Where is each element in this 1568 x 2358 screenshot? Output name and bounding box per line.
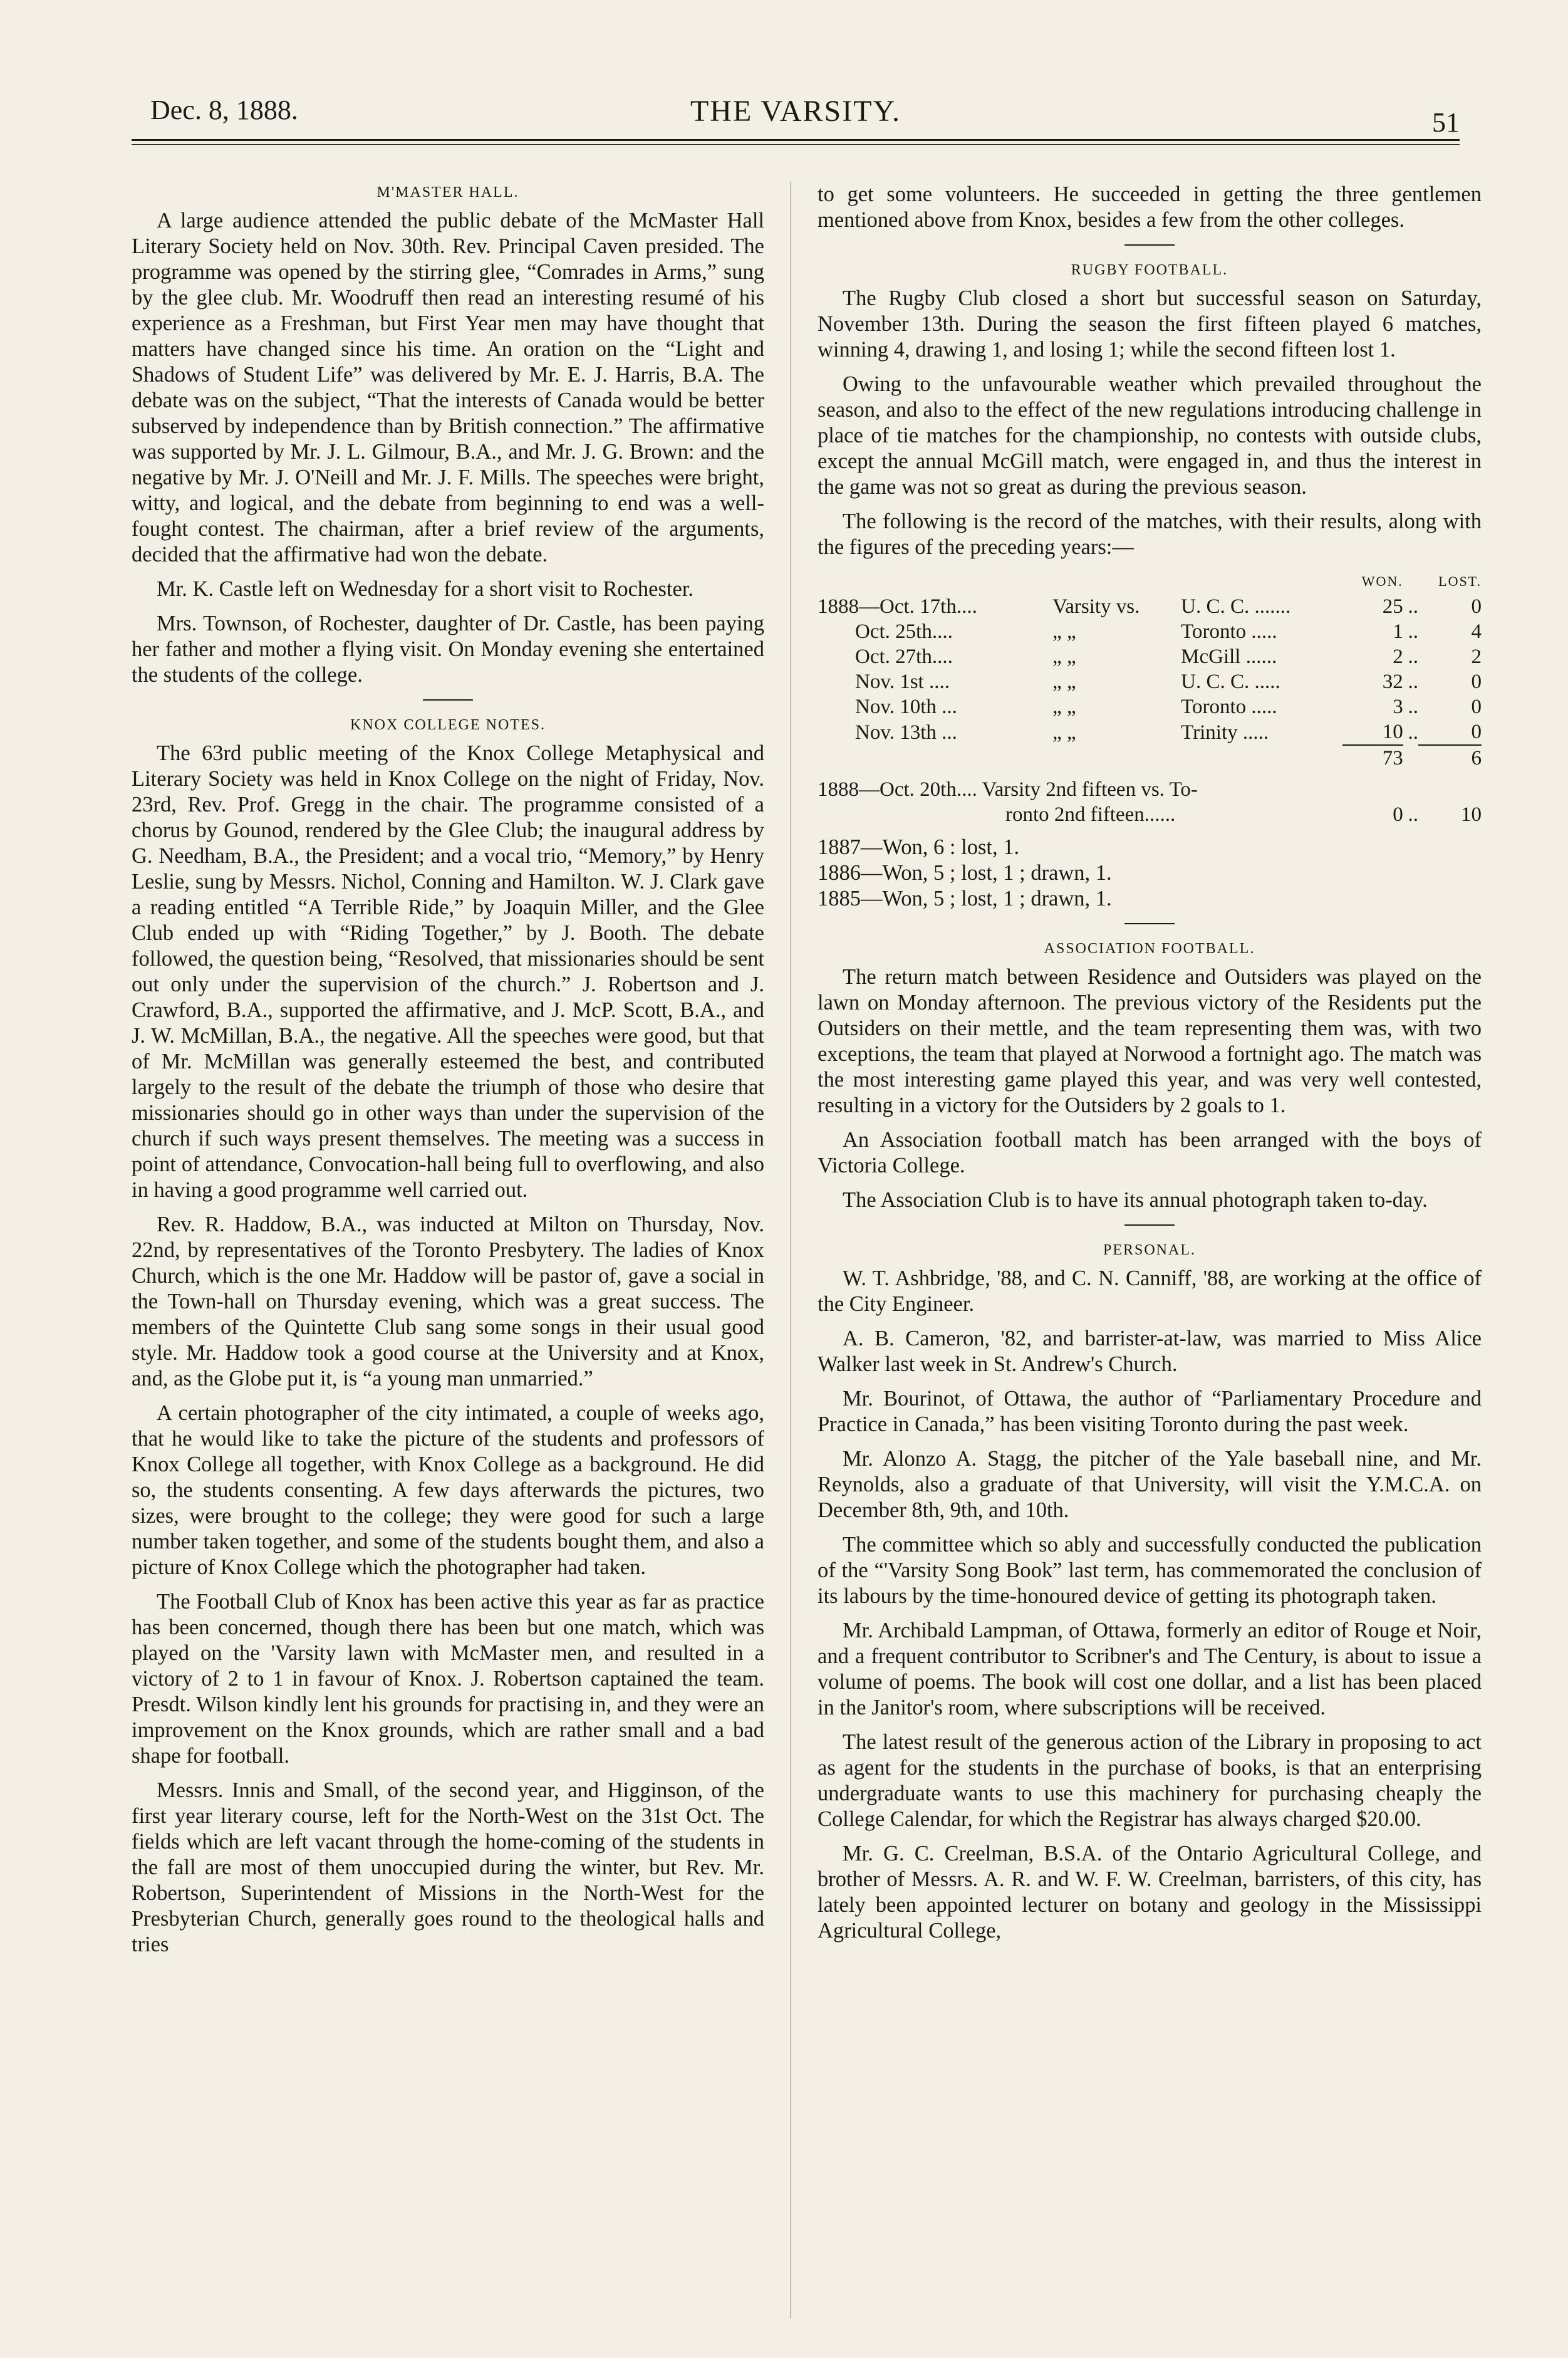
personal-paragraph: A. B. Cameron, '82, and barrister-at-law, was married to Miss Alice Walker last week in St. Andrew's Church.: [818, 1327, 1482, 1376]
match-opponent: U. C. C. .......: [1181, 595, 1291, 618]
second-fifteen-opponent: ronto 2nd fifteen......: [1005, 803, 1176, 826]
match-date: Nov. 10th ...: [855, 696, 957, 718]
mcmaster-paragraph: Mr. K. Castle left on Wednesday for a short visit to Rochester.: [157, 577, 694, 601]
section-separator: [1124, 244, 1175, 246]
won-column-header: WON.: [1361, 573, 1403, 589]
table-row: [818, 619, 1482, 644]
rugby-paragraph: Owing to the unfavourable weather which prevailed throughout the season, and also to the effect of the new regulations introducing challenge in place of tie matches for the championship, no contests with outside clubs, except the annual McGill match, were engaged in, and thus the interest in the game was not so great as during the previous season.: [818, 372, 1482, 499]
match-team: „ „: [1052, 620, 1076, 643]
match-won: 1: [1393, 620, 1403, 643]
match-sep: ..: [1408, 595, 1418, 618]
match-team: „ „: [1052, 721, 1076, 744]
match-date: Nov. 1st ....: [855, 670, 950, 693]
second-fifteen-line: 1888—Oct. 20th.... Varsity 2nd fifteen vs. To-: [818, 778, 1198, 801]
match-team: „ „: [1052, 645, 1076, 668]
personal-paragraph: Mr. G. C. Creelman, B.S.A. of the Ontario Agricultural College, and brother of Messrs. A. R. and W. F. W. Creelman, barristers, of this city, has lately been appointed lecturer on botany and geology in the Mississippi Agricultural College,: [818, 1842, 1482, 1943]
rugby-heading: RUGBY FOOTBALL.: [1071, 262, 1228, 278]
personal-paragraph: The committee which so ably and successfully conducted the publication of the “'Varsity Song Book” last term, has commemorated the conclusion of its labours by the time-honoured device of getting its photograph taken.: [818, 1533, 1482, 1608]
personal-paragraph: Mr. Archibald Lampman, of Ottawa, formerly an editor of Rouge et Noir, and a frequent contributor to Scribner's and The Century, is about to issue a volume of poems. The book will cost one dollar, and a list has been placed in the Janitor's room, where subscriptions will be received.: [818, 1619, 1482, 1719]
association-paragraph: The Association Club is to have its annual photograph taken to-day.: [843, 1188, 1428, 1212]
match-won: 10: [1382, 721, 1403, 743]
table-row: [818, 669, 1482, 694]
history-line: 1886—Won, 5 ; lost, 1 ; drawn, 1.: [818, 861, 1112, 885]
match-team: Varsity vs.: [1052, 595, 1140, 618]
table-row: [818, 771, 1482, 802]
second-fifteen-won: 0: [1393, 803, 1403, 826]
match-lost: 0: [1471, 721, 1482, 743]
match-sep: ..: [1408, 696, 1418, 718]
match-date: Oct. 25th....: [855, 620, 953, 643]
personal-paragraph: Mr. Bourinot, of Ottawa, the author of “Parliamentary Procedure and Practice in Canada,” has been visiting Toronto during the past week.: [818, 1387, 1482, 1436]
personal-heading: PERSONAL.: [1103, 1242, 1197, 1258]
personal-paragraph: The latest result of the generous action of the Library in proposing to act as agent for the students in the purchase of books, is that an enterprising undergraduate wants to use this machinery for purchasing cheaply the College Calendar, for which the Registrar has always charged $20.00.: [818, 1730, 1482, 1831]
issue-date: Dec. 8, 1888.: [150, 95, 298, 125]
knox-paragraph: Messrs. Innis and Small, of the second year, and Higginson, of the first year literary course, left for the North-West on the 31st Oct. The fields which are left vacant through the home-coming of the students in the fall are most of them unoccupied during the winter, but Rev. Mr. Robertson, Superintendent of Missions in the North-West for the Presbyterian Church, generally goes round to the theological halls and tries: [132, 1778, 764, 1956]
mcmaster-heading: M'MASTER HALL.: [376, 184, 519, 201]
match-opponent: Toronto .....: [1181, 620, 1277, 643]
match-date: Nov. 13th ...: [855, 721, 957, 744]
section-separator: [423, 699, 473, 701]
match-sep: ..: [1408, 620, 1418, 643]
table-row: [818, 644, 1482, 669]
continued-paragraph: to get some volunteers. He succeeded in getting the three gentlemen mentioned above from Knox, besides a few from the other colleges.: [818, 182, 1482, 232]
knox-paragraph: The Football Club of Knox has been active this year as far as practice has been concerned, though there has been but one match, which was played on the 'Varsity lawn with McMaster men, and resulted in a victory of 2 to 1 in favour of Knox. J. Robertson captained the team. Presdt. Wilson kindly lent his grounds for practising in, and they were an improvement on the Knox grounds, which are rather small and a bad shape for football.: [132, 1590, 764, 1768]
mcmaster-paragraph: Mrs. Townson, of Rochester, daughter of Dr. Castle, has been paying her father and mother a flying visit. On Monday evening she entertained the students of the college.: [132, 612, 764, 687]
page-header: [132, 88, 1460, 144]
totals-row: [818, 745, 1482, 771]
match-date: Oct. 27th....: [855, 645, 953, 668]
second-fifteen-sep: ..: [1408, 803, 1418, 826]
match-lost: 0: [1471, 696, 1482, 718]
match-lost: 0: [1471, 595, 1482, 618]
header-rule-thick: [132, 139, 1460, 141]
personal-paragraph: W. T. Ashbridge, '88, and C. N. Canniff, '88, are working at the office of the City Engineer.: [818, 1266, 1482, 1316]
total-lost: 6: [1418, 745, 1482, 771]
table-row: [818, 719, 1482, 745]
table-row: [818, 802, 1482, 827]
knox-paragraph: A certain photographer of the city intimated, a couple of weeks ago, that he would like to take the picture of the students and professors of Knox College all together, with Knox College as a background. He did so, the students consenting. A few days afterwards the pictures, two sizes, were brought to the college; they were good for such a large number taken together, and some of the students bought them, and also a picture of Knox College which the photographer had taken.: [132, 1401, 764, 1579]
rugby-paragraph: The following is the record of the matches, with their results, along with the figures of the preceding years:—: [818, 509, 1482, 559]
history-line: 1887—Won, 6 : lost, 1.: [818, 835, 1020, 859]
rugby-paragraph: The Rugby Club closed a short but successful season on Saturday, November 13th. During the season the first fifteen played 6 matches, winning 4, drawing 1, and losing 1; while the second fifteen lost 1.: [818, 286, 1482, 362]
left-column: [132, 182, 764, 1966]
history-line: 1885—Won, 5 ; lost, 1 ; drawn, 1.: [818, 887, 1112, 910]
mcmaster-paragraph: A large audience attended the public debate of the McMaster Hall Literary Society held on Nov. 30th. Rev. Principal Caven presided. The programme was opened by the stirring glee, “Comrades in Arms,” sung by the glee club. Mr. Woodruff then read an interesting resumé of his experience as a Freshman, but First Year men may have thought that matters have changed since his time. An oration on the “Light and Shadows of Student Life” was delivered by Mr. E. J. Harris, B.A. The debate was on the subject, “That the interests of Canada would be better subserved by independence than by British connection.” The affirmative was supported by Mr. J. L. Gilmour, B.A., and Mr. J. G. Brown: and the negative by Mr. J. O'Neill and Mr. J. F. Mills. The speeches were bright, witty, and logical, and the debate from beginning to end was a well-fought contest. The chairman, after a brief review of the arguments, decided that the affirmative had won the debate.: [132, 209, 764, 566]
match-won: 2: [1393, 645, 1403, 668]
match-opponent: McGill ......: [1181, 645, 1277, 668]
match-sep: ..: [1408, 670, 1418, 693]
table-row: [818, 694, 1482, 719]
association-heading: ASSOCIATION FOOTBALL.: [1044, 941, 1255, 957]
match-won: 32: [1382, 670, 1403, 693]
match-lost: 4: [1471, 620, 1482, 643]
association-paragraph: An Association football match has been arranged with the boys of Victoria College.: [818, 1128, 1482, 1177]
table-row: [818, 594, 1482, 619]
right-column: [818, 182, 1482, 1953]
header-rule-thin: [132, 144, 1460, 145]
match-team: „ „: [1052, 696, 1076, 718]
masthead-title: THE VARSITY.: [690, 95, 901, 128]
knox-heading: KNOX COLLEGE NOTES.: [350, 717, 546, 733]
match-opponent: Toronto .....: [1181, 696, 1277, 718]
match-opponent: Trinity .....: [1181, 721, 1269, 744]
personal-paragraph: Mr. Alonzo A. Stagg, the pitcher of the Yale baseball nine, and Mr. Reynolds, also a graduate of that University, will visit the Y.M.C.A. on December 8th, 9th, and 10th.: [818, 1447, 1482, 1522]
match-sep: ..: [1408, 721, 1418, 744]
second-fifteen-lost: 10: [1461, 803, 1482, 826]
total-won: 73: [1342, 745, 1403, 771]
lost-column-header: LOST.: [1438, 573, 1482, 589]
table-header-row: [818, 569, 1482, 594]
match-team: „ „: [1052, 670, 1076, 693]
knox-paragraph: The 63rd public meeting of the Knox College Metaphysical and Literary Society was held in Knox College on the night of Friday, Nov. 23rd, Rev. Prof. Gregg in the chair. The programme consisted of a chorus by Gounod, rendered by the Glee Club; the inaugural address by G. Needham, B.A., the President; and a vocal trio, “Memory,” by Henry Leslie, sung by Messrs. Nichol, Conning and Hamilton. W. J. Clark gave a reading entitled “A Terrible Ride,” by Joaquin Miller, and the Glee Club ended up with “Riding Together,” by J. Booth. The debate followed, the question being, “Resolved, that missionaries should be sent out only under the supervision of the church.” J. Robertson and J. Crawford, B.A., supported the affirmative, and J. McP. Scott, B.A., and J. W. McMillan, B.A., the negative. All the speeches were good, but that of Mr. McMillan was generally esteemed the best, and contributed largely to the result of the debate the triumph of those who desire that missionaries should go in other ways than under the supervision of the church if such ways present themselves. The meeting was a success in point of attendance, Convocation-hall being full to overflowing, and also in having a good programme well carried out.: [132, 741, 764, 1202]
association-paragraph: The return match between Residence and Outsiders was played on the lawn on Monday afternoon. The previous victory of the Residents put the Outsiders on their mettle, and the team representing them was, with two exceptions, the team that played at Norwood a fortnight ago. The match was the most interesting game played this year, and was very well contested, resulting in a victory for the Outsiders by 2 goals to 1.: [818, 965, 1482, 1117]
page-number: 51: [1432, 107, 1460, 138]
match-record-table: [818, 569, 1482, 827]
match-opponent: U. C. C. .....: [1181, 670, 1280, 693]
match-lost: 2: [1471, 645, 1482, 668]
match-lost: 0: [1471, 670, 1482, 693]
match-sep: ..: [1408, 645, 1418, 668]
match-won: 3: [1393, 696, 1403, 718]
knox-paragraph: Rev. R. Haddow, B.A., was inducted at Milton on Thursday, Nov. 22nd, by representatives of the Toronto Presbytery. The ladies of Knox Church, which is the one Mr. Haddow will be pastor of, gave a social in the Town-hall on Thursday evening, which was a great success. The members of the Quintette Club sang some songs in their usual good style. Mr. Haddow took a good course at the University and at Knox, and, as the Globe put it, is “a young man unmarried.”: [132, 1213, 764, 1390]
section-separator: [1124, 1224, 1175, 1226]
match-date: 1888—Oct. 17th....: [818, 595, 977, 618]
section-separator: [1124, 923, 1175, 924]
match-won: 25: [1382, 595, 1403, 618]
